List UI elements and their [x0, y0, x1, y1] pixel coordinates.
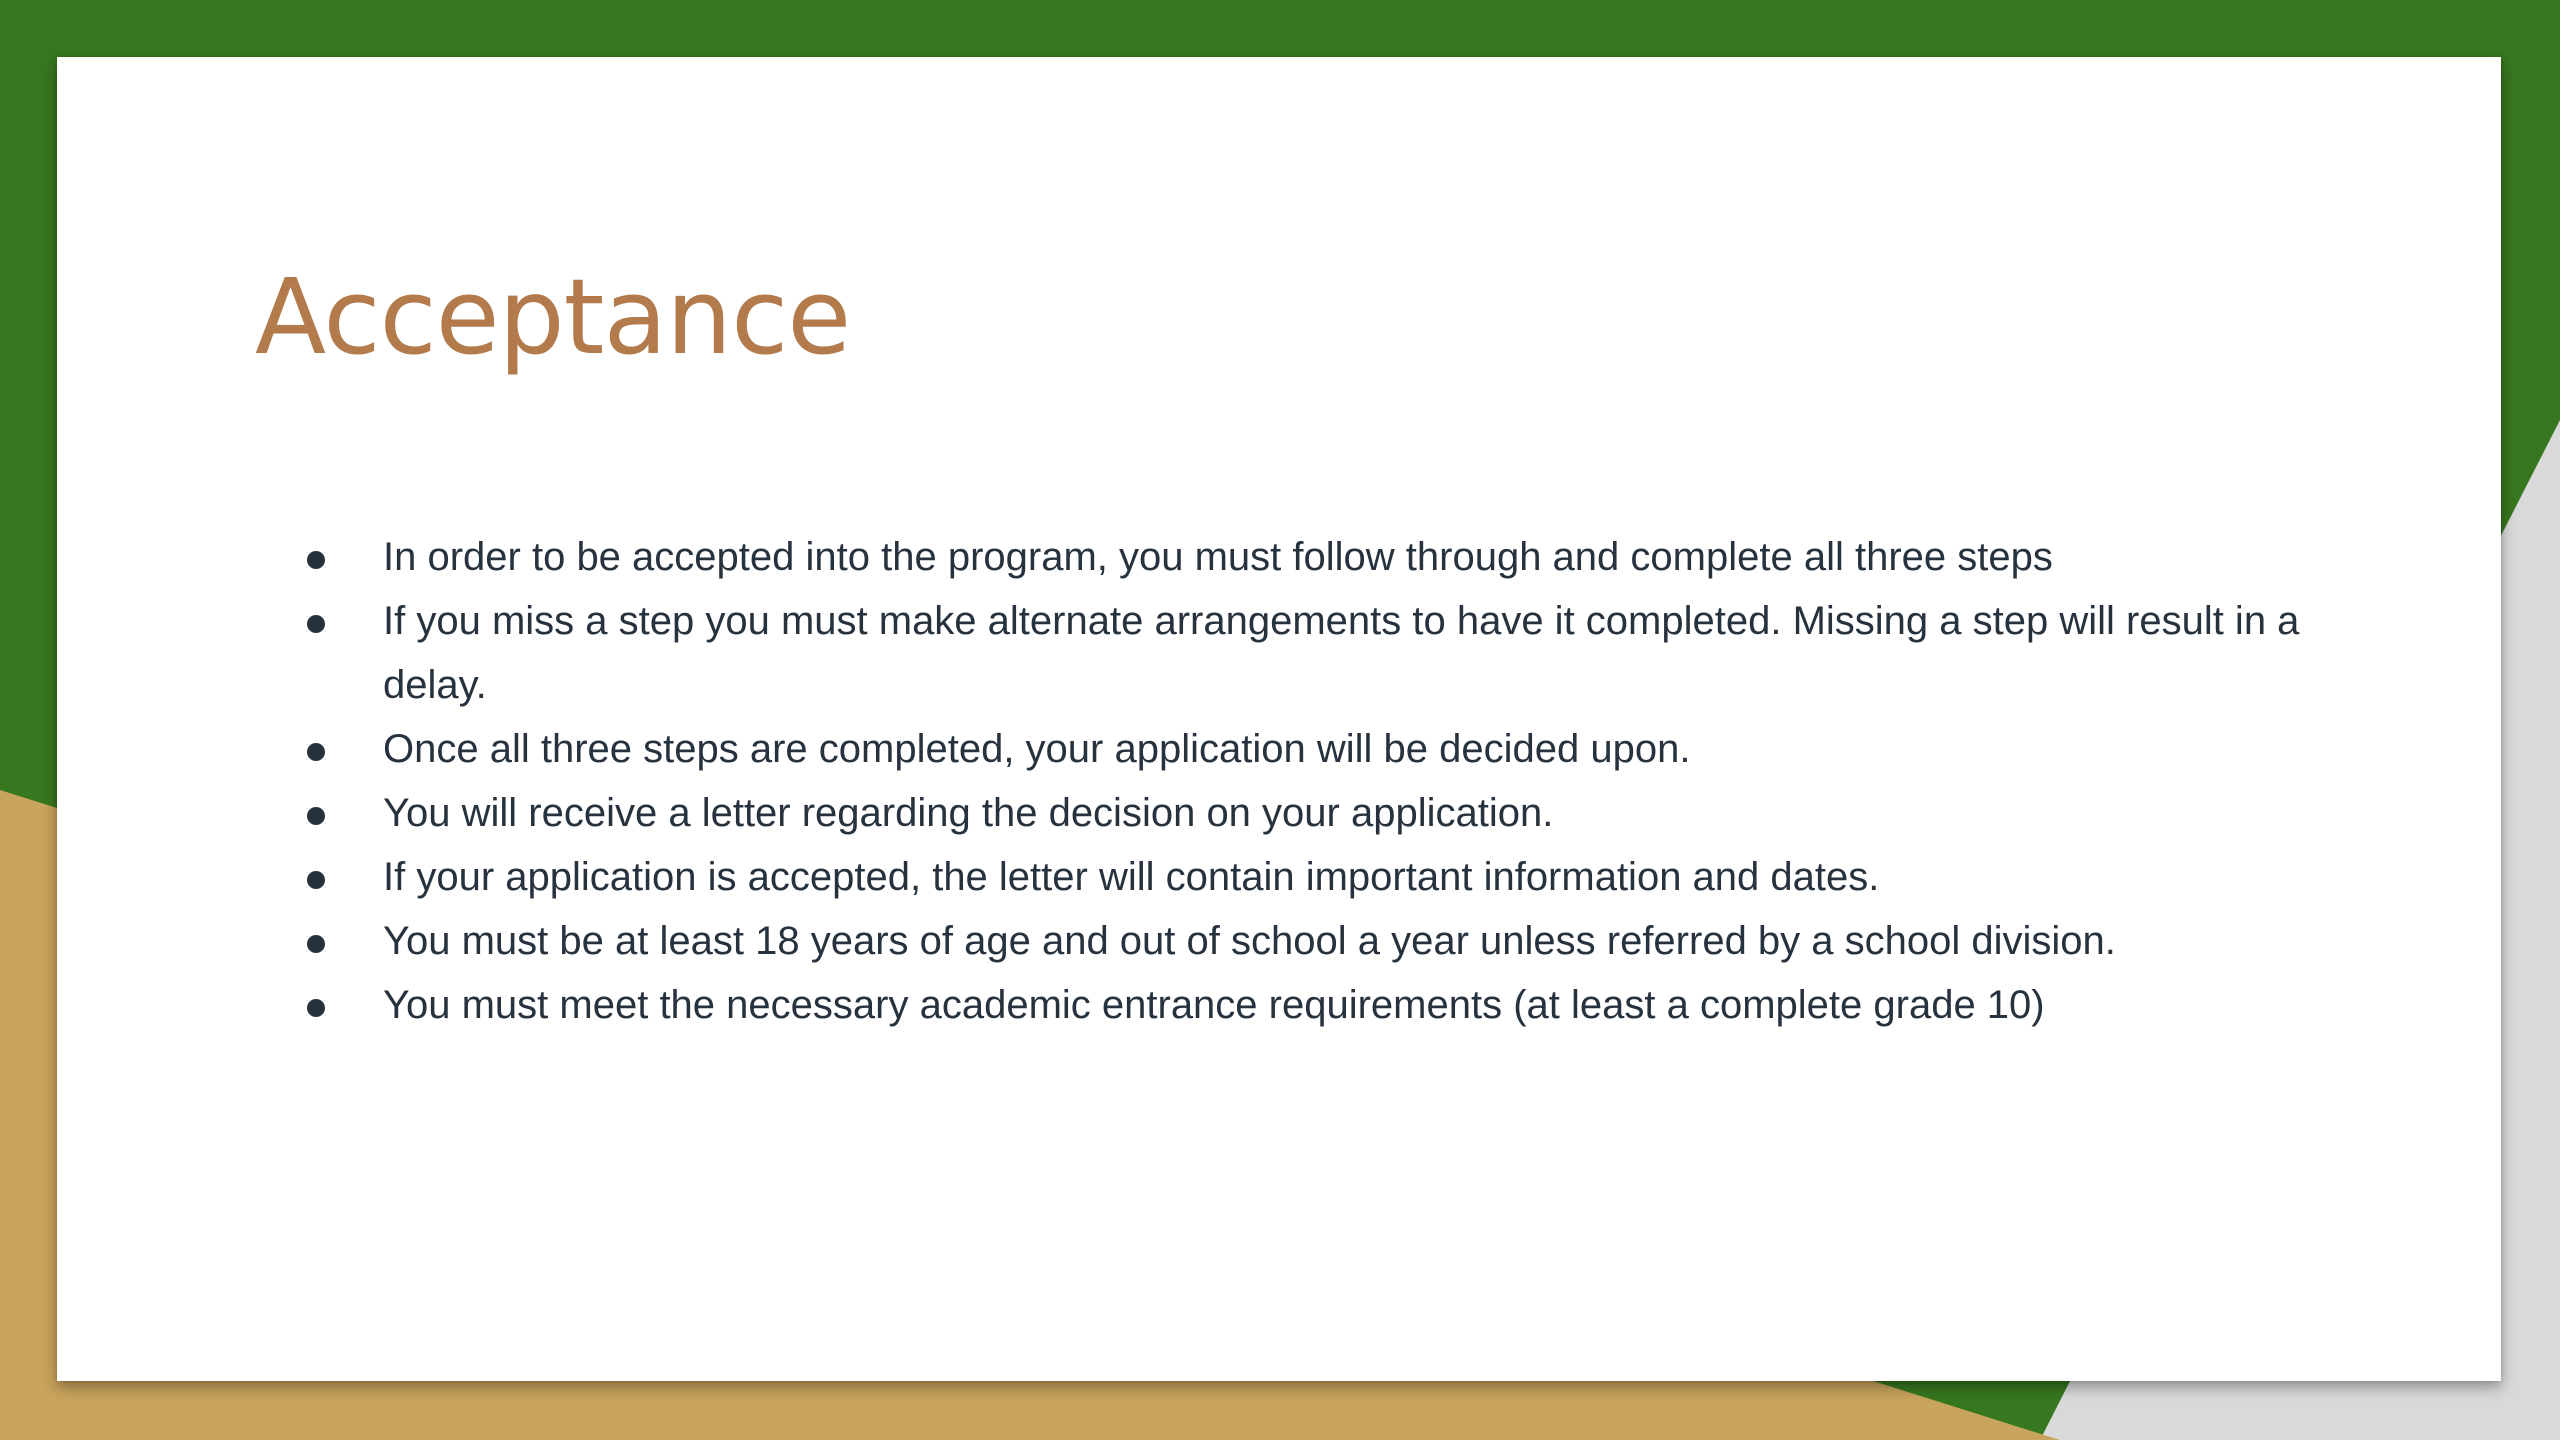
bullet-item — [257, 717, 2357, 781]
bullet-dot-icon — [307, 807, 325, 825]
bullet-dot-icon — [307, 935, 325, 953]
bullet-item — [257, 781, 2357, 845]
bullet-text: You must be at least 18 years of age and out of school a year unless referred by a school division. — [383, 919, 2116, 963]
bullet-text: In order to be accepted into the program, you must follow through and complete all three steps — [383, 535, 2053, 579]
bullet-dot-icon — [307, 743, 325, 761]
bullet-list — [257, 525, 2357, 1037]
bullet-dot-icon — [307, 551, 325, 569]
bullet-item — [257, 973, 2357, 1037]
bullet-text: If you miss a step you must make alternate arrangements to have it completed. Missing a step will result in a delay. — [383, 599, 2300, 707]
bullet-item — [257, 525, 2357, 589]
bullet-item — [257, 845, 2357, 909]
bullet-dot-icon — [307, 871, 325, 889]
bullet-item — [257, 589, 2357, 717]
bullet-text: You must meet the necessary academic entrance requirements (at least a complete grade 10) — [383, 983, 2045, 1027]
slide-title: Acceptance — [255, 256, 851, 378]
bullet-text: If your application is accepted, the letter will contain important information and dates. — [383, 855, 1880, 899]
slide-card — [57, 57, 2501, 1381]
bullet-dot-icon — [307, 999, 325, 1017]
bullet-item — [257, 909, 2357, 973]
bullet-text: You will receive a letter regarding the decision on your application. — [383, 791, 1554, 835]
bullet-dot-icon — [307, 615, 325, 633]
bullet-text: Once all three steps are completed, your application will be decided upon. — [383, 727, 1691, 771]
